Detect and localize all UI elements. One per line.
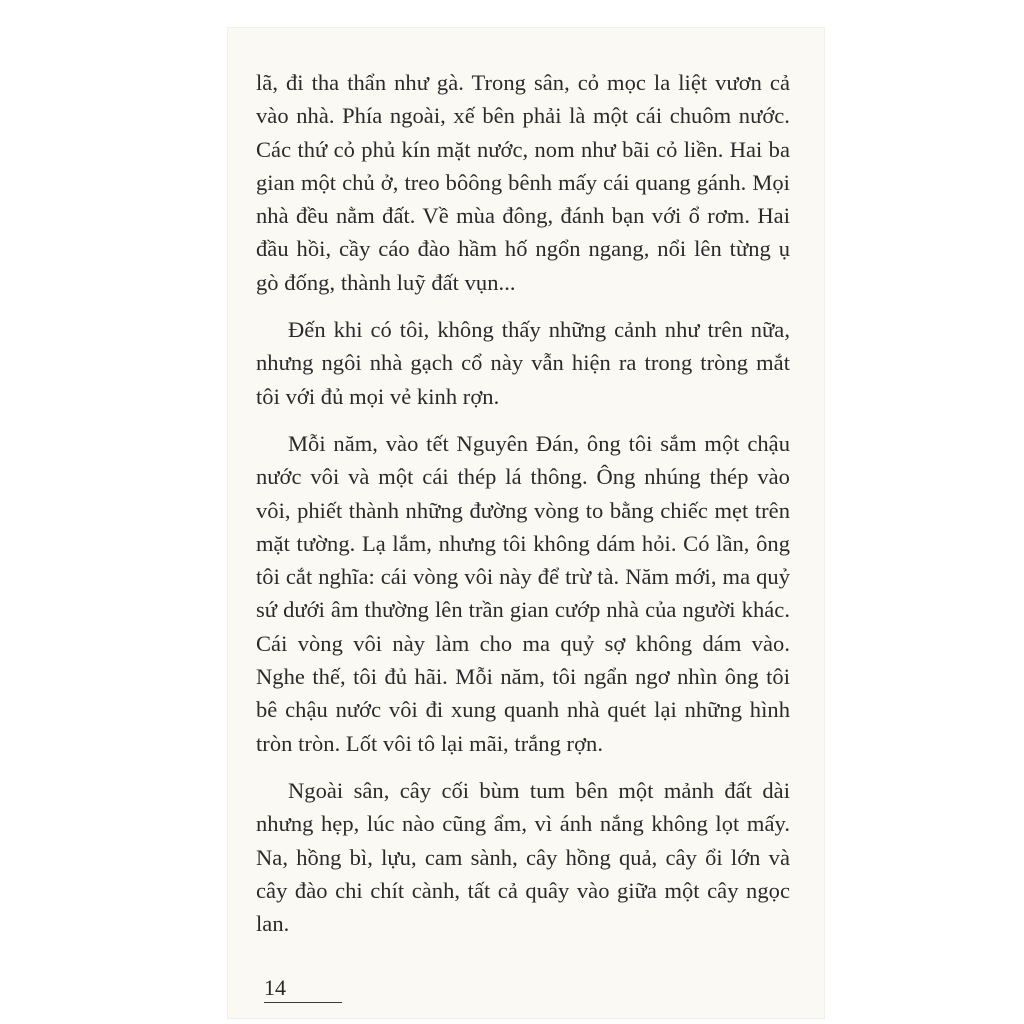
paragraph-4: Ngoài sân, cây cối bùm tum bên một mảnh đất dài nhưng hẹp, lúc nào cũng ẩm, vì ánh nắng không lọt mấy. Na, hồng bì, lựu, cam sành, cây hồng quả, cây ổi lớn và cây đào chi chít cành, tất cả quây vào giữa một cây ngọc lan. (256, 777, 790, 937)
book-page (228, 28, 824, 1018)
paragraph-1: lã, đi tha thẩn như gà. Trong sân, cỏ mọc la liệt vươn cả vào nhà. Phía ngoài, xế bên phải là một cái chuôm nước. Các thứ cỏ phủ kín mặt nước, nom như bãi cỏ liền. Hai ba gian một chủ ở, treo bôông bênh mấy cái quang gánh. Mọi nhà đều nằm đất. Về mùa đông, đánh bạn với ổ rơm. Hai đầu hồi, cầy cáo đào hầm hố ngổn ngang, nổi lên từng ụ gò đống, thành luỹ đất vụn... (256, 70, 790, 295)
paragraph-3: Mỗi năm, vào tết Nguyên Đán, ông tôi sắm một chậu nước vôi và một cái thép lá thông. Ông nhúng thép vào vôi, phiết thành những đường vòng to bằng chiếc mẹt trên mặt tường. Lạ lắm, nhưng tôi không dám hỏi. Có lần, ông tôi cắt nghĩa: cái vòng vôi này để trừ tà. Năm mới, ma quỷ sứ dưới âm thường lên trần gian cướp nhà của người khác. Cái vòng vôi này làm cho ma quỷ sợ không dám vào. Nghe thế, tôi đủ hãi. Mỗi năm, tôi ngẩn ngơ nhìn ông tôi bê chậu nước vôi đi xung quanh nhà quét lại những hình tròn tròn. Lốt vôi tô lại mãi, trắng rợn. (256, 430, 790, 756)
page-number: 14 (264, 975, 286, 1000)
page-number-rule (264, 1002, 342, 1003)
page-body-text (256, 66, 790, 954)
paragraph-2: Đến khi có tôi, không thấy những cảnh như trên nữa, nhưng ngôi nhà gạch cổ này vẫn hiện ra trong tròng mắt tôi với đủ mọi vẻ kinh rợn. (256, 317, 790, 409)
